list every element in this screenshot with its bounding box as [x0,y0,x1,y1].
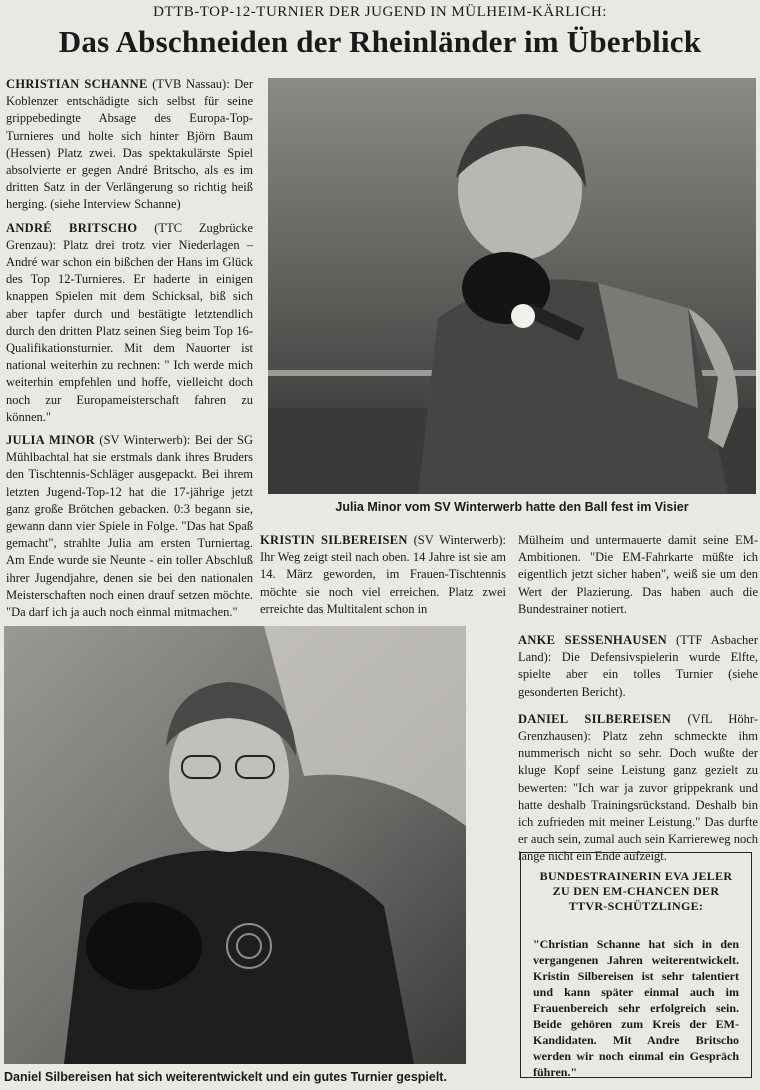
article-text: (TTC Zugbrücke Grenzau): Platz drei trotz vier Niederlagen – André war schon ein bißchen der Hans im Glück des Top 12-Turnieres. Er haderte in einigen knappen Spielen mit dem Schicksal, biß sich aber tapfer durch und bestätigte letztendlich durch den dritten Platz seinen Sieg beim Top 16-Qualifikationsturnier. Mit dem Nauorter ist national weiterhin zu rechnen: " Ich werde mich weiterhin empfehlen und hoffe, vielleicht doch noch zur Europameisterschaft fahren zu können." [6,220,253,424]
headline: Das Abschneiden der Rheinländer im Überblick [58,24,702,59]
kicker: DTTB-TOP-12-TURNIER DER JUGEND IN MÜLHEIM-KÄRLICH: [153,4,607,20]
photo-julia-minor [268,78,756,494]
article-text: (TTF Asbacher Land): Die Defensivspielerin wurde Elfte, spielte aber ein tolles Turnier (siehe gesonderten Bericht). [518,633,758,699]
article-britscho [6,220,253,426]
right-column [518,532,758,872]
article-schanne [6,76,253,214]
article-kristin-continued: Mülheim und untermauerte damit seine EM-Ambitionen. "Die EM-Fahrkarte müßte ich eigentlich jetzt sicher haben", weiß sie um den Wert der Plazierung. Das haben auch die Bundestrainer notiert. [518,533,758,616]
article-minor [6,432,253,621]
photo-caption: Daniel Silbereisen hat sich weiterentwickelt und ein gutes Turnier gespielt. [4,1070,447,1084]
article-sessenhausen [518,632,758,701]
article-kristin [260,532,506,618]
quote-box [520,852,752,1078]
photo-daniel-silbereisen [4,626,466,1064]
article-name: JULIA MINOR [6,433,95,448]
article-name: KRISTIN SILBEREISEN [260,533,408,547]
article-daniel [518,711,758,866]
left-column [6,76,253,627]
article-name: DANIEL SILBEREISEN [518,711,672,726]
quote-box-title: BUNDESTRAINERIN EVA JELER ZU DEN EM-CHANCEN DER TTVR-SCHÜTZLINGE: [539,869,733,913]
middle-column [260,532,506,624]
quote-box-text: "Christian Schanne hat sich in den vergangenen Jahren weiterentwickelt. Kristin Silbereisen ist sehr talentiert und kann später einmal auch im Frauenbereich sehr erfolgreich sein. Beide gehören zum Kreis der EM-Kandidaten. Mit Andre Britscho werden wir noch einmal ein Gespräch führen." [533,937,739,1079]
article-text: (TVB Nassau): Der Koblenzer entschädigte sich selbst für seine grippebedingte Absage des Europa-Top-Turnieres und holte sich hinter Björn Baum (Hessen) Platz zwei. Das spektakulärste Spiel absolvierte er gegen André Britscho, als es im dritten Satz in der Verlängerung so richtig heiß herging. (siehe Interview Schanne) [6,77,253,212]
photo-caption: Julia Minor vom SV Winterwerb hatte den Ball fest im Visier [335,500,689,514]
article-text: (SV Winterwerb): Bei der SG Mühlbachtal hat sie erstmals dank ihres Bruders den Tischtennis-Schläger ausgepackt. Bei ihrem letzten Jugend-Top-12 hat die 17-jährige jetzt ganz große Brötchen gebacken. 0:3 begann sie, gewann dann vier Spiele in Folge. "Das hat Spaß gemacht", strahlte Julia am ersten Turniertag. Am Ende wurde sie Neunte - ein toller Abschluß ihrer Jugendjahre, denen sie bei den nationalen Meisterschaften noch einen drauf setzen möchte. "Da darf ich ja auch noch einmal mitmachen." [6,433,253,620]
article-text: (SV Winterwerb): Ihr Weg zeigt steil nach oben. 14 Jahre ist sie am 14. März geworden, im Frauen-Tischtennis möchte sie noch viel erreichen. Platz zwei erreichte das Multitalent schon in [260,533,506,616]
article-name: ANKE SESSENHAUSEN [518,633,667,648]
article-text: (VfL Höhr-Grenzhausen): Platz zehn schmeckte ihm nummerisch nicht so sehr. Doch wußte der kluge Kopf seine Leistung ganz gezielt zu bewerten: "Ich war ja zuvor grippekrank und hatte deshalb Trainingsrückstand. Deshalb bin ich zufrieden mit meiner Leistung." Das durfte er auch sein, zumal auch sein Karriereweg noch lange nicht ein Ende aufzeigt. [518,711,758,864]
article-name: CHRISTIAN SCHANNE [6,77,148,91]
article-name: ANDRÉ BRITSCHO [6,220,138,235]
